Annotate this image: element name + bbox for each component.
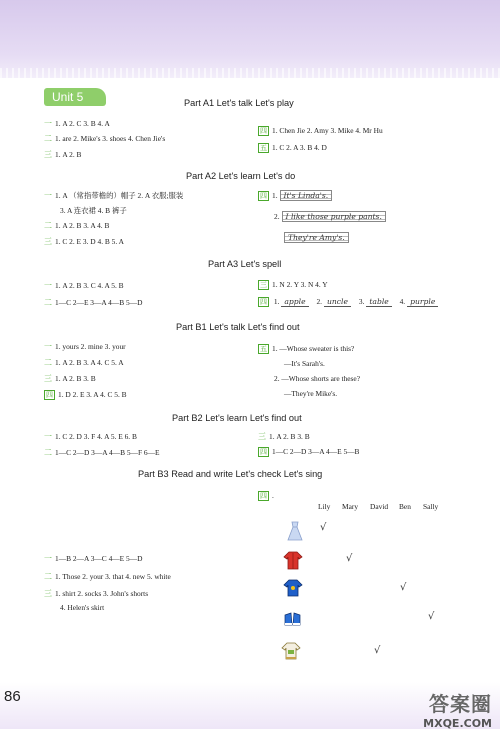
b2-left-1: 一 1. C 2. D 3. F 4. A 5. E 6. B	[44, 432, 137, 441]
handwritten-answer-2: I like those purple pants.	[282, 211, 386, 222]
a2-left-2: 3. A 连衣裙 4. B 裤子	[60, 206, 127, 215]
name-sally: Sally	[423, 502, 439, 511]
spell-word-1: apple	[281, 297, 308, 307]
a2-left-4: 三 1. C 2. E 3. D 4. B 5. A	[44, 237, 124, 246]
check-mark-row-3: √	[400, 582, 407, 593]
jacket-icon	[282, 549, 304, 571]
b3-table-number: 四 .	[260, 491, 274, 500]
b3-left-2: 二 1. Those 2. your 3. that 4. new 5. white	[44, 572, 171, 581]
part-a3-title: Part A3 Let's spell	[208, 259, 282, 269]
name-ben: Ben	[399, 502, 411, 511]
sweater-icon	[282, 577, 304, 599]
a2-left-1: 一 1. A （常指带檐的）帽子 2. A 衣服;服装	[44, 191, 184, 200]
dress-icon	[284, 520, 306, 542]
shoes-icon	[282, 607, 304, 629]
a3-right-1: 三 1. N 2. Y 3. N 4. Y	[260, 280, 328, 289]
a2-left-3: 二 1. A 2. B 3. A 4. B	[44, 221, 110, 230]
watermark-logo: 答案圈 MXQE.COM	[423, 692, 492, 730]
a1-left-3: 三 1. A 2. B	[44, 150, 82, 159]
name-mary: Mary	[342, 502, 359, 511]
a2-right-2: 2. I like those purple pants.	[274, 211, 386, 222]
a1-right-2: 五 1. C 2. A 3. B 4. D	[260, 143, 327, 152]
b2-left-2: 二 1—C 2—D 3—A 4—B 5—F 6—E	[44, 448, 160, 457]
spell-word-4: purple	[407, 297, 438, 307]
part-b1-title: Part B1 Let's talk Let's find out	[176, 322, 300, 332]
name-david: David	[370, 502, 389, 511]
spell-word-3: table	[366, 297, 391, 307]
check-mark-row-5: √	[374, 645, 381, 656]
a3-right-2: 四 1. apple 2. uncle 3. table 4. purple	[258, 297, 438, 307]
check-mark-row-2: √	[346, 553, 353, 564]
b1-left-2: 二 1. A 2. B 3. A 4. C 5. A	[44, 358, 124, 367]
b1-left-4: 四 1. D 2. E 3. A 4. C 5. B	[46, 390, 127, 399]
part-a1-title: Part A1 Let's talk Let's play	[184, 98, 294, 108]
handwritten-answer-1: It's Linda's.	[280, 190, 333, 201]
check-mark-row-4: √	[428, 611, 435, 622]
sweater-white-icon	[280, 640, 302, 662]
a1-left-1: 一 1. A 2. C 3. B 4. A	[44, 119, 110, 128]
b1-right-3: 2. —Whose shorts are these?	[274, 374, 360, 383]
a1-left-2: 二 1. are 2. Mike's 3. shoes 4. Chen Jie's	[44, 134, 166, 143]
spell-word-2: uncle	[324, 297, 351, 307]
b3-left-1: 一 1—B 2—A 3—C 4—E 5—D	[44, 554, 143, 563]
part-b3-title: Part B3 Read and write Let's check Let's sing	[138, 469, 323, 479]
b2-right-2: 四 1—C 2—D 3—A 4—E 5—B	[260, 447, 360, 456]
a2-right-3	[282, 232, 349, 243]
b1-left-3: 三 1. A 2. B 3. B	[44, 374, 96, 383]
b1-right-1: 五 1. —Whose sweater is this?	[260, 344, 355, 353]
check-mark-row-1: √	[320, 522, 327, 533]
b3-left-3: 三 1. shirt 2. socks 3. John's shorts	[44, 589, 149, 598]
name-lily: Lily	[318, 502, 331, 511]
handwritten-answer-3: They're Amy's.	[284, 232, 349, 243]
a2-right-1: 四 1. It's Linda's.	[258, 190, 332, 201]
unit-tab: Unit 5	[44, 88, 106, 106]
b1-right-4: —They're Mike's.	[284, 389, 338, 398]
a1-right-1: 四 1. Chen Jie 2. Amy 3. Mike 4. Mr Hu	[260, 126, 383, 135]
part-b2-title: Part B2 Let's learn Let's find out	[172, 413, 302, 423]
part-a2-title: Part A2 Let's learn Let's do	[186, 171, 296, 181]
top-decorative-band	[0, 0, 500, 78]
b1-left-1: 一 1. yours 2. mine 3. your	[44, 342, 126, 351]
b2-right-1: 三 1. A 2. B 3. B	[258, 432, 310, 441]
page-number: 86	[4, 688, 21, 705]
a3-left-2: 二 1—C 2—E 3—A 4—B 5—D	[44, 298, 143, 307]
a3-left-1: 一 1. A 2. B 3. C 4. A 5. B	[44, 281, 124, 290]
b3-left-4: 4. Helen's skirt	[60, 603, 105, 612]
b1-right-2: —It's Sarah's.	[284, 359, 325, 368]
